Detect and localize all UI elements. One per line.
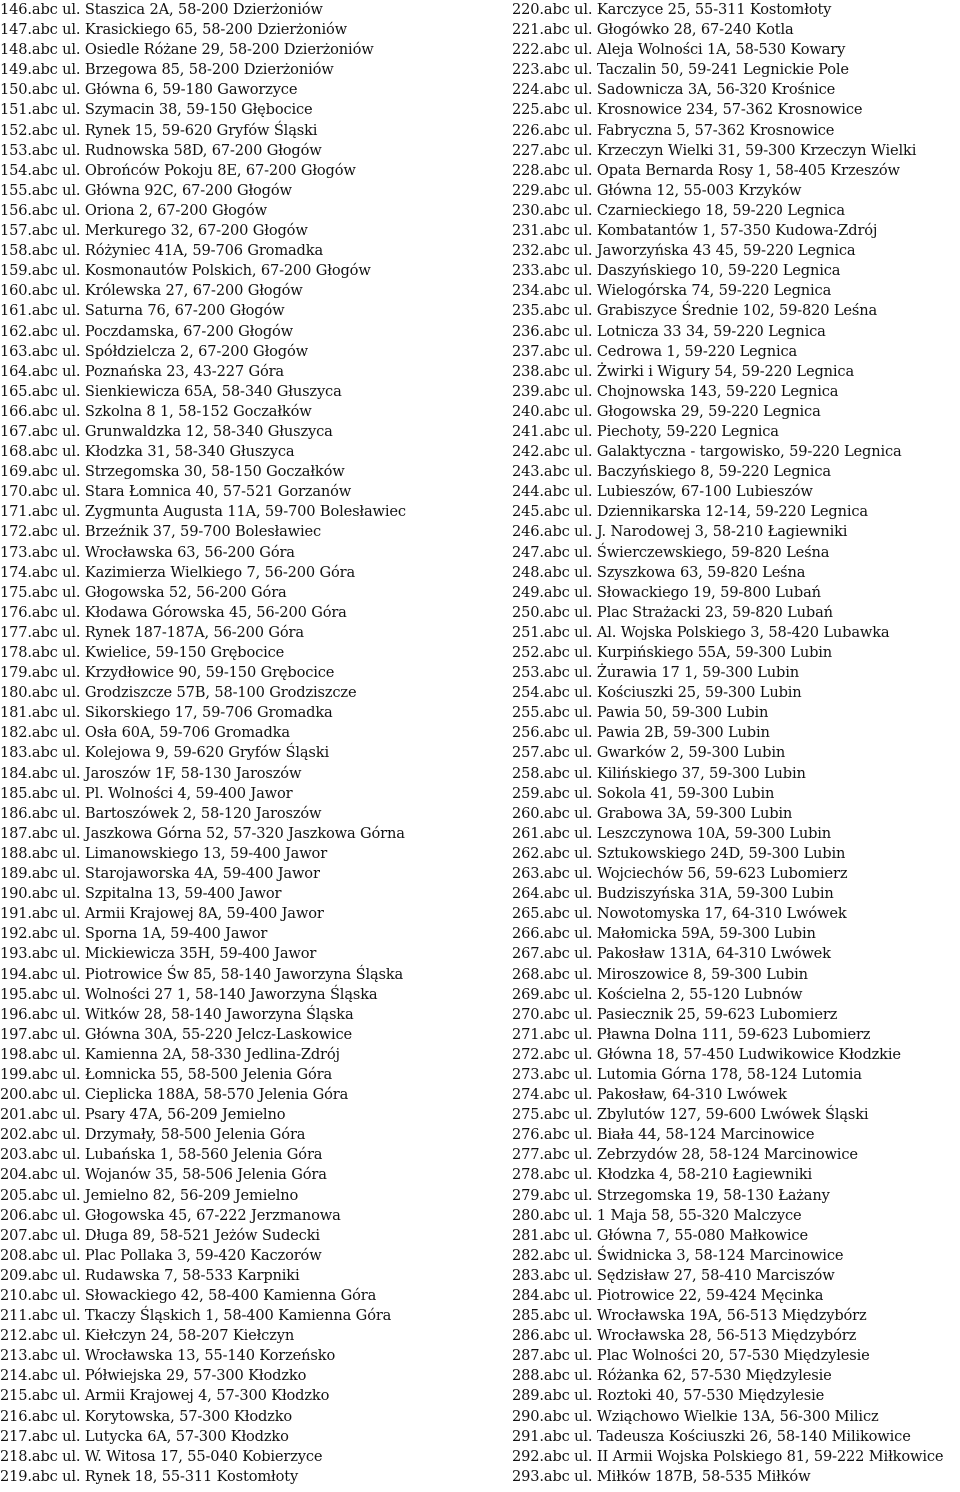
address-entry: 188.abc ul. Limanowskiego 13, 59-400 Jawor [0,844,328,862]
address-entry: 205.abc ul. Jemielno 82, 56-209 Jemielno [0,1186,299,1204]
address-entry: 155.abc ul. Główna 92C, 67-200 Głogów [0,181,292,199]
address-entry: 290.abc ul. Wziąchowo Wielkie 13A, 56-300 Milicz [512,1407,879,1425]
address-entry: 258.abc ul. Kilińskiego 37, 59-300 Lubin [512,764,806,782]
address-entry: 282.abc ul. Świdnicka 3, 58-124 Marcinowice [512,1246,844,1264]
address-entry: 174.abc ul. Kazimierza Wielkiego 7, 56-200 Góra [0,563,356,581]
address-entry: 180.abc ul. Grodziszcze 57B, 58-100 Grodziszcze [0,684,357,702]
address-entry: 247.abc ul. Świerczewskiego, 59-820 Leśna [512,543,830,561]
address-entry: 199.abc ul. Łomnicka 55, 58-500 Jelenia Góra [0,1065,333,1083]
address-entry: 280.abc ul. 1 Maja 58, 55-320 Malczyce [512,1206,802,1224]
address-entry: 204.abc ul. Wojanów 35, 58-506 Jelenia Góra [0,1166,327,1184]
address-entry: 254.abc ul. Kościuszki 25, 59-300 Lubin [512,684,802,702]
address-entry: 160.abc ul. Królewska 27, 67-200 Głogów [0,282,303,300]
address-entry: 215.abc ul. Armii Krajowej 4, 57-300 Kłodzko [0,1387,330,1405]
address-entry: 176.abc ul. Kłodawa Górowska 45, 56-200 Góra [0,603,347,621]
address-entry: 208.abc ul. Plac Pollaka 3, 59-420 Kaczorów [0,1246,322,1264]
address-entry: 278.abc ul. Kłodzka 4, 58-210 Łagiewniki [512,1166,813,1184]
address-entry: 216.abc ul. Korytowska, 57-300 Kłodzko [0,1407,293,1425]
address-entry: 161.abc ul. Saturna 76, 67-200 Głogów [0,302,285,320]
address-entry: 281.abc ul. Główna 7, 55-080 Małkowice [512,1226,808,1244]
address-entry: 274.abc ul. Pakosław, 64-310 Lwówek [512,1086,787,1104]
address-entry: 218.abc ul. W. Witosa 17, 55-040 Kobierzyce [0,1447,323,1465]
address-entry: 179.abc ul. Krzydłowice 90, 59-150 Grębocice [0,664,335,682]
address-entry: 273.abc ul. Lutomia Górna 178, 58-124 Lutomia [512,1065,862,1083]
address-entry: 268.abc ul. Miroszowice 8, 59-300 Lubin [512,965,808,983]
address-entry: 263.abc ul. Wojciechów 56, 59-623 Lubomierz [512,865,848,883]
address-entry: 186.abc ul. Bartoszówek 2, 58-120 Jaroszów [0,804,322,822]
address-entry: 248.abc ul. Szyszkowa 63, 59-820 Leśna [512,563,806,581]
address-entry: 214.abc ul. Półwiejska 29, 57-300 Kłodzko [0,1367,307,1385]
address-entry: 162.abc ul. Poczdamska, 67-200 Głogów [0,322,294,340]
address-entry: 219.abc ul. Rynek 18, 55-311 Kostomłoty [0,1467,299,1485]
address-entry: 236.abc ul. Lotnicza 33 34, 59-220 Legnica [512,322,826,340]
address-entry: 262.abc ul. Sztukowskiego 24D, 59-300 Lubin [512,844,846,862]
address-entry: 183.abc ul. Kolejowa 9, 59-620 Gryfów Śląski [0,744,329,762]
address-entry: 210.abc ul. Słowackiego 42, 58-400 Kamienna Góra [0,1287,377,1304]
address-entry: 220.abc ul. Karczyce 25, 55-311 Kostomłoty [512,1,832,18]
address-entry: 287.abc ul. Plac Wolności 20, 57-530 Międzylesie [512,1347,870,1365]
address-entry: 165.abc ul. Sienkiewicza 65A, 58-340 Głuszyca [0,382,342,400]
address-entry: 255.abc ul. Pawia 50, 59-300 Lubin [512,704,769,722]
address-entry: 206.abc ul. Głogowska 45, 67-222 Jerzmanowa [0,1206,341,1224]
address-entry: 229.abc ul. Główna 12, 55-003 Krzyków [512,181,802,199]
address-entry: 192.abc ul. Sporna 1A, 59-400 Jawor [0,925,268,943]
address-entry: 177.abc ul. Rynek 187-187A, 56-200 Góra [0,623,304,641]
address-entry: 277.abc ul. Zebrzydów 28, 58-124 Marcinowice [512,1146,858,1164]
address-entry: 187.abc ul. Jaszkowa Górna 52, 57-320 Jaszkowa Górna [0,824,405,842]
address-entry: 167.abc ul. Grunwaldzka 12, 58-340 Głuszyca [0,422,333,440]
address-entry: 257.abc ul. Gwarków 2, 59-300 Lubin [512,744,786,762]
address-entry: 237.abc ul. Cedrowa 1, 59-220 Legnica [512,342,798,360]
address-entry: 190.abc ul. Szpitalna 13, 59-400 Jawor [0,885,282,903]
address-entry: 227.abc ul. Krzeczyn Wielki 31, 59-300 Krzeczyn Wielki [512,141,917,159]
address-entry: 231.abc ul. Kombatantów 1, 57-350 Kudowa-Zdrój [512,222,878,240]
address-entry: 178.abc ul. Kwielice, 59-150 Grębocice [0,644,285,661]
address-entry: 166.abc ul. Szkolna 8 1, 58-152 Goczałków [0,402,312,420]
address-entry: 146.abc ul. Staszica 2A, 58-200 Dzierżoniów [0,1,323,18]
address-entry: 272.abc ul. Główna 18, 57-450 Ludwikowice Kłodzkie [512,1045,901,1063]
address-entry: 252.abc ul. Kurpińskiego 55A, 59-300 Lubin [512,644,833,661]
address-entry: 292.abc ul. II Armii Wojska Polskiego 81, 59-222 Miłkowice [512,1447,944,1465]
address-entry: 243.abc ul. Baczyńskiego 8, 59-220 Legnica [512,463,831,481]
address-entry: 253.abc ul. Żurawia 17 1, 59-300 Lubin [512,664,799,682]
address-entry: 245.abc ul. Dziennikarska 12-14, 59-220 Legnica [512,503,868,521]
address-entry: 230.abc ul. Czarnieckiego 18, 59-220 Legnica [512,201,845,219]
address-entry: 238.abc ul. Żwirki i Wigury 54, 59-220 Legnica [512,362,854,380]
address-entry: 173.abc ul. Wrocławska 63, 56-200 Góra [0,543,295,561]
address-entry: 163.abc ul. Spółdzielcza 2, 67-200 Głogów [0,342,308,360]
address-entry: 222.abc ul. Aleja Wolności 1A, 58-530 Kowary [512,41,846,59]
address-entry: 271.abc ul. Pławna Dolna 111, 59-623 Lubomierz [512,1025,871,1043]
address-entry: 239.abc ul. Chojnowska 143, 59-220 Legnica [512,382,839,400]
address-entry: 279.abc ul. Strzegomska 19, 58-130 Łażany [512,1186,830,1204]
address-entry: 265.abc ul. Nowotomyska 17, 64-310 Lwówek [512,905,847,923]
address-entry: 195.abc ul. Wolności 27 1, 58-140 Jaworzyna Śląska [0,985,378,1003]
address-entry: 288.abc ul. Różanka 62, 57-530 Międzylesie [512,1367,832,1385]
address-entry: 191.abc ul. Armii Krajowej 8A, 59-400 Jawor [0,905,324,923]
address-entry: 233.abc ul. Daszyńskiego 10, 59-220 Legnica [512,262,841,280]
address-entry: 289.abc ul. Roztoki 40, 57-530 Międzylesie [512,1387,825,1405]
address-list-right-column [512,0,960,1487]
address-entry: 244.abc ul. Lubieszów, 67-100 Lubieszów [512,483,813,501]
address-entry: 264.abc ul. Budziszyńska 31A, 59-300 Lubin [512,885,834,903]
address-entry: 159.abc ul. Kosmonautów Polskich, 67-200 Głogów [0,262,371,280]
address-entry: 242.abc ul. Galaktyczna - targowisko, 59-220 Legnica [512,443,902,461]
address-entry: 249.abc ul. Słowackiego 19, 59-800 Lubań [512,583,821,601]
address-entry: 240.abc ul. Głogowska 29, 59-220 Legnica [512,402,821,420]
address-entry: 158.abc ul. Różyniec 41A, 59-706 Gromadka [0,242,323,260]
address-entry: 172.abc ul. Brzeźnik 37, 59-700 Bolesławiec [0,523,322,541]
address-entry: 175.abc ul. Głogowska 52, 56-200 Góra [0,583,287,601]
address-entry: 196.abc ul. Witków 28, 58-140 Jaworzyna Śląska [0,1005,354,1023]
address-entry: 182.abc ul. Osła 60A, 59-706 Gromadka [0,724,290,742]
address-entry: 171.abc ul. Zygmunta Augusta 11A, 59-700 Bolesławiec [0,503,406,521]
address-entry: 211.abc ul. Tkaczy Śląskich 1, 58-400 Kamienna Góra [0,1307,392,1325]
address-entry: 261.abc ul. Leszczynowa 10A, 59-300 Lubin [512,824,832,842]
address-entry: 285.abc ul. Wrocławska 19A, 56-513 Międzybórz [512,1307,867,1325]
address-entry: 232.abc ul. Jaworzyńska 43 45, 59-220 Legnica [512,242,856,260]
address-entry: 276.abc ul. Biała 44, 58-124 Marcinowice [512,1126,815,1144]
address-entry: 221.abc ul. Głogówko 28, 67-240 Kotla [512,21,794,39]
address-entry: 250.abc ul. Plac Strażacki 23, 59-820 Lubań [512,603,833,621]
address-entry: 168.abc ul. Kłodzka 31, 58-340 Głuszyca [0,443,295,461]
address-entry: 184.abc ul. Jaroszów 1F, 58-130 Jaroszów [0,764,302,782]
address-entry: 201.abc ul. Psary 47A, 56-209 Jemielno [0,1106,286,1124]
address-entry: 185.abc ul. Pl. Wolności 4, 59-400 Jawor [0,784,293,802]
address-entry: 246.abc ul. J. Narodowej 3, 58-210 Łagiewniki [512,523,848,541]
address-entry: 291.abc ul. Tadeusza Kościuszki 26, 58-140 Milikowice [512,1427,911,1445]
address-entry: 259.abc ul. Sokola 41, 59-300 Lubin [512,784,775,802]
address-entry: 275.abc ul. Zbylutów 127, 59-600 Lwówek Śląski [512,1106,869,1124]
address-entry: 286.abc ul. Wrocławska 28, 56-513 Międzybórz [512,1327,857,1345]
address-entry: 234.abc ul. Wielogórska 74, 59-220 Legnica [512,282,832,300]
address-entry: 217.abc ul. Lutycka 6A, 57-300 Kłodzko [0,1427,289,1445]
address-entry: 225.abc ul. Krosnowice 234, 57-362 Krosnowice [512,101,863,119]
address-entry: 266.abc ul. Małomicka 59A, 59-300 Lubin [512,925,816,943]
address-entry: 213.abc ul. Wrocławska 13, 55-140 Korzeńsko [0,1347,336,1365]
address-entry: 157.abc ul. Merkurego 32, 67-200 Głogów [0,222,308,240]
address-entry: 207.abc ul. Długa 89, 58-521 Jeżów Sudecki [0,1226,320,1244]
address-entry: 212.abc ul. Kiełczyn 24, 58-207 Kiełczyn [0,1327,295,1345]
address-entry: 200.abc ul. Cieplicka 188A, 58-570 Jelenia Góra [0,1086,349,1104]
address-entry: 147.abc ul. Krasickiego 65, 58-200 Dzierżoniów [0,21,347,39]
address-entry: 270.abc ul. Pasiecznik 25, 59-623 Lubomierz [512,1005,838,1023]
address-entry: 154.abc ul. Obrońców Pokoju 8E, 67-200 Głogów [0,161,356,179]
address-entry: 284.abc ul. Piotrowice 22, 59-424 Męcinka [512,1287,824,1304]
address-entry: 152.abc ul. Rynek 15, 59-620 Gryfów Śląski [0,121,318,139]
address-entry: 283.abc ul. Sędzisław 27, 58-410 Marciszów [512,1266,835,1284]
address-entry: 148.abc ul. Osiedle Różane 29, 58-200 Dzierżoniów [0,41,374,59]
address-entry: 203.abc ul. Lubańska 1, 58-560 Jelenia Góra [0,1146,323,1164]
address-entry: 197.abc ul. Główna 30A, 55-220 Jelcz-Laskowice [0,1025,353,1043]
address-entry: 256.abc ul. Pawia 2B, 59-300 Lubin [512,724,770,742]
address-entry: 181.abc ul. Sikorskiego 17, 59-706 Gromadka [0,704,333,722]
address-entry: 293.abc ul. Miłków 187B, 58-535 Miłków [512,1467,811,1485]
address-entry: 151.abc ul. Szymacin 38, 59-150 Głębocice [0,101,313,119]
address-entry: 169.abc ul. Strzegomska 30, 58-150 Goczałków [0,463,345,481]
address-entry: 228.abc ul. Opata Bernarda Rosy 1, 58-405 Krzeszów [512,161,900,179]
address-entry: 235.abc ul. Grabiszyce Średnie 102, 59-820 Leśna [512,302,878,320]
address-entry: 267.abc ul. Pakosław 131A, 64-310 Lwówek [512,945,831,963]
address-entry: 260.abc ul. Grabowa 3A, 59-300 Lubin [512,804,793,822]
address-entry: 164.abc ul. Poznańska 23, 43-227 Góra [0,362,284,380]
address-entry: 223.abc ul. Taczalin 50, 59-241 Legnickie Pole [512,61,849,79]
address-entry: 153.abc ul. Rudnowska 58D, 67-200 Głogów [0,141,322,159]
address-entry: 269.abc ul. Kościelna 2, 55-120 Lubnów [512,985,803,1003]
address-entry: 209.abc ul. Rudawska 7, 58-533 Karpniki [0,1266,300,1284]
address-entry: 202.abc ul. Drzymały, 58-500 Jelenia Góra [0,1126,306,1144]
address-entry: 149.abc ul. Brzegowa 85, 58-200 Dzierżoniów [0,61,334,79]
address-entry: 251.abc ul. Al. Wojska Polskiego 3, 58-420 Lubawka [512,623,890,641]
address-entry: 194.abc ul. Piotrowice Św 85, 58-140 Jaworzyna Śląska [0,965,404,983]
address-entry: 170.abc ul. Stara Łomnica 40, 57-521 Gorzanów [0,483,352,501]
address-entry: 198.abc ul. Kamienna 2A, 58-330 Jedlina-Zdrój [0,1045,340,1063]
address-entry: 224.abc ul. Sadownicza 3A, 56-320 Krośnice [512,81,836,99]
address-entry: 193.abc ul. Mickiewicza 35H, 59-400 Jawor [0,945,317,963]
address-entry: 156.abc ul. Oriona 2, 67-200 Głogów [0,201,267,219]
address-entry: 226.abc ul. Fabryczna 5, 57-362 Krosnowice [512,121,835,139]
address-entry: 150.abc ul. Główna 6, 59-180 Gaworzyce [0,81,298,99]
address-entry: 241.abc ul. Piechoty, 59-220 Legnica [512,422,779,440]
address-entry: 189.abc ul. Starojaworska 4A, 59-400 Jawor [0,865,320,883]
